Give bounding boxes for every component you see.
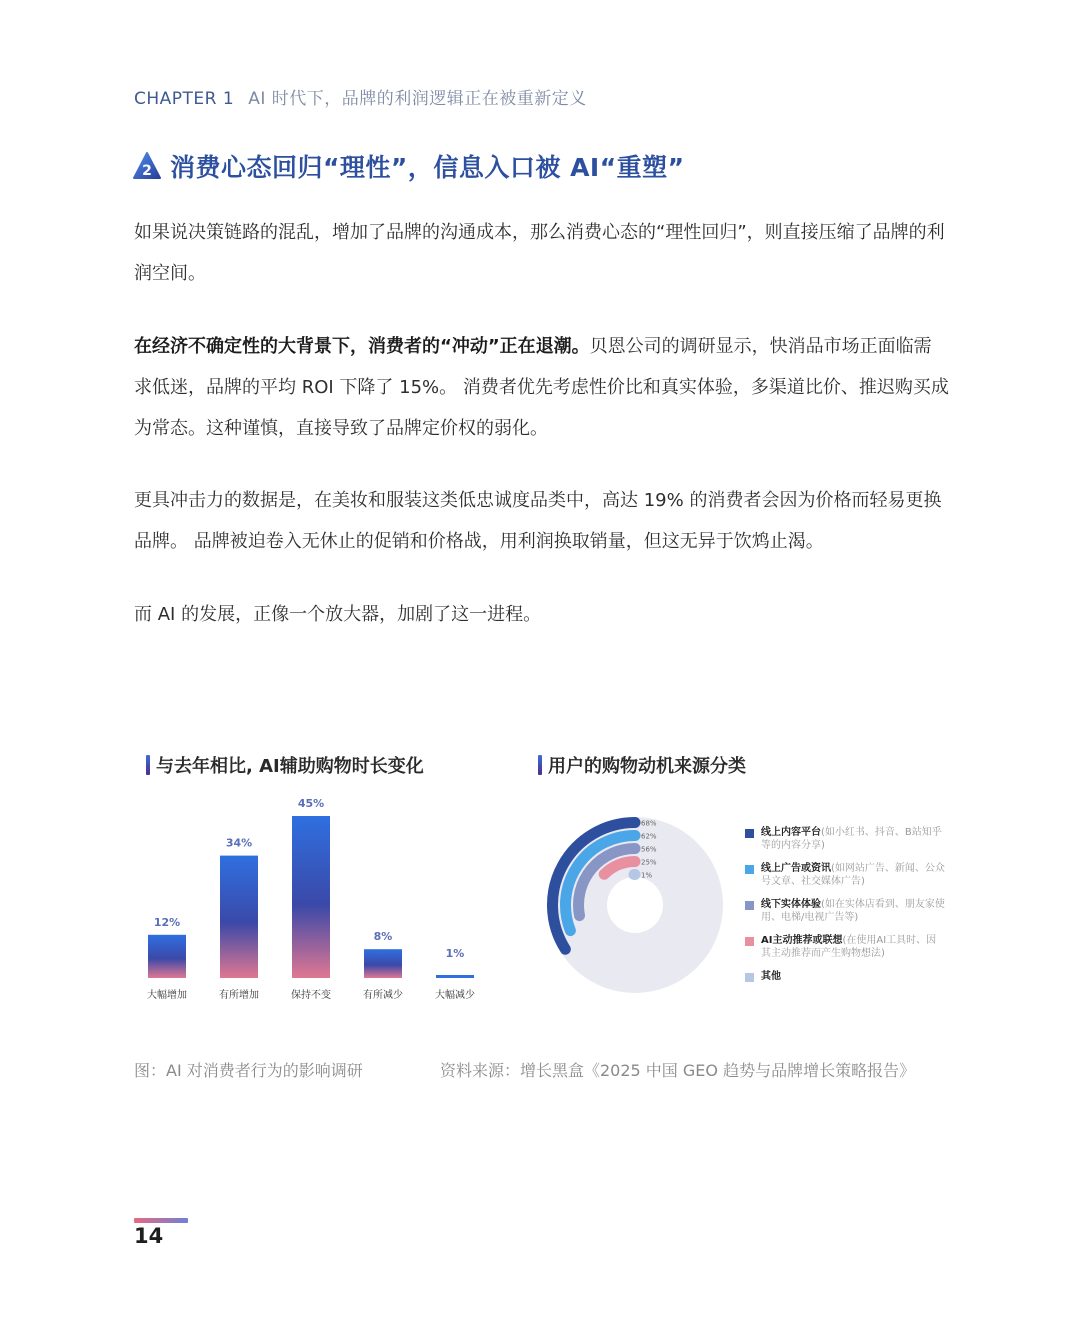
legend-swatch xyxy=(745,973,754,982)
bar-value-label: 8% xyxy=(373,930,393,944)
radial-value-label: 62% xyxy=(641,832,657,841)
legend-swatch xyxy=(745,829,754,838)
paragraph-2 xyxy=(134,326,949,449)
legend-note: (如小红书、抖音、B站知乎等的内容分享) xyxy=(761,827,942,851)
bar-1 xyxy=(220,856,258,978)
bar-value-label: 45% xyxy=(297,797,325,810)
section-heading: 消费心态回归“理性”，信息入口被 AI“重塑” xyxy=(170,153,685,182)
section-number: 2 xyxy=(142,163,152,179)
page-number: 14 xyxy=(134,1224,164,1248)
chapter-label: CHAPTER 1 xyxy=(134,89,235,109)
bar-0 xyxy=(148,935,186,978)
legend-item xyxy=(745,970,945,983)
paragraph-4: 而 AI 的发展，正像一个放大器，加剧了这一进程。 xyxy=(134,604,542,625)
bar-category-label: 大幅增加 xyxy=(147,990,187,1001)
legend-note: (如在实体店看到、朋友家使用、电梯/电视广告等) xyxy=(761,899,945,923)
paragraph-1: 如果说决策链路的混乱，增加了品牌的沟通成本，那么消费心态的“理性回归”，则直接压缩了品牌的利润空间。 xyxy=(134,222,945,284)
bar-value-label: 1% xyxy=(445,947,465,960)
chapter-title: AI 时代下，品牌的利润逻辑正在被重新定义 xyxy=(248,89,587,109)
source-caption: 资料来源：增长黑盒《2025 中国 GEO 趋势与品牌增长策略报告》 xyxy=(440,1061,916,1080)
radial-value-label: 25% xyxy=(641,858,657,867)
legend-item xyxy=(745,934,945,960)
legend-label: 其他 xyxy=(761,971,781,982)
bar-value-label: 34% xyxy=(225,836,253,850)
chapter-header xyxy=(134,84,587,109)
bar-3 xyxy=(364,949,402,978)
bar-category-label: 保持不变 xyxy=(291,990,331,1001)
bar-chart xyxy=(130,790,500,1015)
bar-value-label: 12% xyxy=(153,915,181,929)
title-accent-bar xyxy=(538,755,542,775)
legend-swatch xyxy=(745,937,754,946)
legend-label: 线上广告或资讯 xyxy=(761,863,831,874)
bar-chart-title-text: 与去年相比, AI辅助购物时长变化 xyxy=(156,756,424,777)
radial-center xyxy=(607,877,663,933)
legend-label: AI主动推荐或联想 xyxy=(761,935,843,946)
radial-value-label: 56% xyxy=(641,845,657,854)
section-title xyxy=(132,146,685,186)
bar-4 xyxy=(436,975,474,978)
page-number-rule xyxy=(134,1218,188,1223)
radial-value-label: 1% xyxy=(641,871,653,880)
bar-chart-title xyxy=(146,752,424,778)
bar-category-label: 有所增加 xyxy=(219,990,259,1001)
radial-chart-legend xyxy=(745,826,945,993)
legend-item xyxy=(745,862,945,888)
legend-note: (在使用AI工具时、因其主动推荐而产生购物想法) xyxy=(761,935,937,959)
legend-label: 线下实体体验 xyxy=(761,899,821,910)
legend-swatch xyxy=(745,865,754,874)
title-accent-bar xyxy=(146,755,150,775)
paragraph-2-emphasis: 在经济不确定性的大背景下，消费者的“冲动”正在退潮。 xyxy=(134,336,590,357)
legend-note: (如网站广告、新闻、公众号文章、社交媒体广告) xyxy=(761,863,945,887)
paragraph-2-body: 贝恩公司的调研显示，快消品市场正面临需求低迷，品牌的平均 ROI 下降了 15%。 消费者优先考虑性价比和真实体验，多渠道比价、推迟购买成为常态。这种谨慎，直接导致了品牌定价权的弱化。 xyxy=(134,336,949,439)
radial-chart-title xyxy=(538,752,746,778)
bar-category-label: 大幅减少 xyxy=(435,990,475,1001)
figure-caption: 图：AI 对消费者行为的影响调研 xyxy=(134,1061,363,1080)
section-number-icon xyxy=(132,151,162,181)
bar-2 xyxy=(292,816,330,978)
radial-chart xyxy=(520,795,740,1010)
radial-value-label: 68% xyxy=(641,819,657,828)
legend-label: 线上内容平台 xyxy=(761,827,821,838)
radial-chart-title-text: 用户的购物动机来源分类 xyxy=(548,756,746,777)
legend-item xyxy=(745,826,945,852)
paragraph-3: 更具冲击力的数据是，在美妆和服装这类低忠诚度品类中，高达 19% 的消费者会因为价格而轻易更换品牌。 品牌被迫卷入无休止的促销和价格战，用利润换取销量，但这无异于饮鸩止渴。 xyxy=(134,490,942,552)
legend-item xyxy=(745,898,945,924)
bar-category-label: 有所减少 xyxy=(363,990,403,1001)
legend-swatch xyxy=(745,901,754,910)
